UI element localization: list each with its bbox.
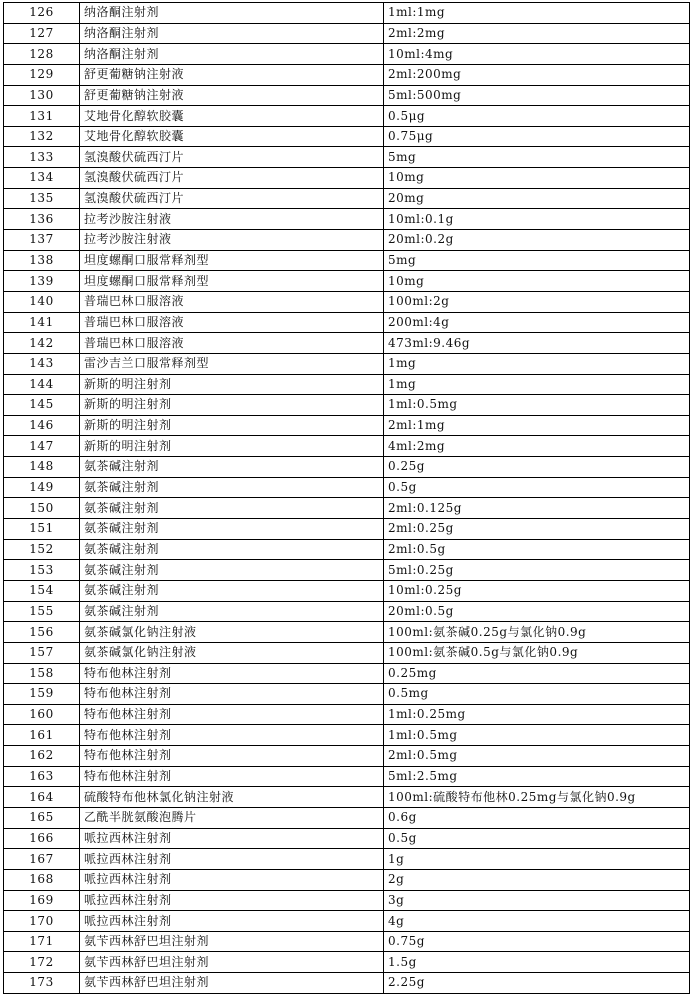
drug-name-cell: 哌拉西林注射剂 [80,890,384,911]
table-row [4,869,690,890]
drug-name-cell: 氨苄西林舒巴坦注射剂 [80,952,384,973]
row-number-cell: 127 [4,23,80,44]
table-row [4,931,690,952]
table-row [4,684,690,705]
row-number-cell: 152 [4,539,80,560]
table-row [4,395,690,416]
drug-name-cell: 氨茶碱注射剂 [80,601,384,622]
drug-name-cell: 氢溴酸伏硫西汀片 [80,147,384,168]
row-number-cell: 165 [4,807,80,828]
row-number-cell: 173 [4,973,80,994]
drug-spec-cell: 4ml:2mg [384,436,690,457]
drug-spec-cell: 2ml:200mg [384,64,690,85]
drug-spec-cell: 200ml:4g [384,312,690,333]
table-row [4,911,690,932]
row-number-cell: 148 [4,457,80,478]
drug-name-cell: 氢溴酸伏硫西汀片 [80,168,384,189]
drug-name-cell: 哌拉西林注射剂 [80,869,384,890]
drug-name-cell: 新斯的明注射剂 [80,436,384,457]
table-row [4,560,690,581]
row-number-cell: 128 [4,44,80,65]
table-row [4,353,690,374]
table-row [4,519,690,540]
drug-name-cell: 硫酸特布他林氯化钠注射液 [80,787,384,808]
table-row [4,457,690,478]
drug-spec-cell: 4g [384,911,690,932]
table-row [4,147,690,168]
table-row [4,601,690,622]
table-row [4,642,690,663]
drug-spec-cell: 100ml:2g [384,291,690,312]
drug-name-cell: 纳洛酮注射剂 [80,44,384,65]
drug-name-cell: 坦度螺酮口服常释剂型 [80,250,384,271]
table-body [4,3,690,994]
row-number-cell: 156 [4,622,80,643]
row-number-cell: 168 [4,869,80,890]
drug-spec-cell: 0.25g [384,457,690,478]
row-number-cell: 154 [4,580,80,601]
drug-spec-cell: 10ml:0.1g [384,209,690,230]
row-number-cell: 131 [4,106,80,127]
drug-spec-cell: 0.5g [384,477,690,498]
drug-name-cell: 特布他林注射剂 [80,663,384,684]
table-row [4,766,690,787]
row-number-cell: 138 [4,250,80,271]
drug-spec-cell: 20ml:0.5g [384,601,690,622]
drug-name-cell: 氨茶碱氯化钠注射液 [80,622,384,643]
drug-spec-cell: 5ml:500mg [384,85,690,106]
drug-spec-cell: 2.25g [384,973,690,994]
row-number-cell: 159 [4,684,80,705]
drug-name-cell: 雷沙吉兰口服常释剂型 [80,353,384,374]
drug-name-cell: 氢溴酸伏硫西汀片 [80,188,384,209]
table-row [4,415,690,436]
table-row [4,580,690,601]
drug-spec-cell: 2g [384,869,690,890]
row-number-cell: 164 [4,787,80,808]
table-row [4,477,690,498]
drug-name-cell: 特布他林注射剂 [80,766,384,787]
drug-spec-cell: 20mg [384,188,690,209]
drug-name-cell: 普瑞巴林口服溶液 [80,312,384,333]
drug-name-cell: 氨茶碱注射剂 [80,580,384,601]
drug-spec-cell: 3g [384,890,690,911]
drug-spec-cell: 5ml:0.25g [384,560,690,581]
row-number-cell: 134 [4,168,80,189]
drug-spec-cell: 0.5μg [384,106,690,127]
drug-spec-cell: 1ml:0.5mg [384,395,690,416]
drug-spec-cell: 1mg [384,374,690,395]
row-number-cell: 167 [4,849,80,870]
table-row [4,126,690,147]
row-number-cell: 151 [4,519,80,540]
drug-name-cell: 拉考沙胺注射液 [80,230,384,251]
row-number-cell: 149 [4,477,80,498]
row-number-cell: 144 [4,374,80,395]
table-row [4,622,690,643]
drug-name-cell: 哌拉西林注射剂 [80,849,384,870]
table-row [4,291,690,312]
drug-name-cell: 哌拉西林注射剂 [80,828,384,849]
drug-name-cell: 氨茶碱注射剂 [80,560,384,581]
drug-name-cell: 氨苄西林舒巴坦注射剂 [80,931,384,952]
drug-spec-cell: 10mg [384,271,690,292]
table-row [4,312,690,333]
drug-spec-cell: 1mg [384,353,690,374]
drug-spec-cell: 1.5g [384,952,690,973]
drug-spec-cell: 0.75g [384,931,690,952]
row-number-cell: 153 [4,560,80,581]
table-row [4,230,690,251]
table-row [4,23,690,44]
table-row [4,807,690,828]
drug-name-cell: 艾地骨化醇软胶囊 [80,126,384,147]
drug-name-cell: 乙酰半胱氨酸泡腾片 [80,807,384,828]
row-number-cell: 126 [4,3,80,24]
drug-name-cell: 普瑞巴林口服溶液 [80,333,384,354]
table-row [4,787,690,808]
drug-spec-cell: 1ml:0.5mg [384,725,690,746]
drug-name-cell: 特布他林注射剂 [80,684,384,705]
table-row [4,250,690,271]
row-number-cell: 135 [4,188,80,209]
drug-name-cell: 纳洛酮注射剂 [80,3,384,24]
drug-name-cell: 特布他林注射剂 [80,725,384,746]
drug-spec-table [3,2,690,994]
drug-name-cell: 新斯的明注射剂 [80,415,384,436]
drug-spec-cell: 473ml:9.46g [384,333,690,354]
row-number-cell: 141 [4,312,80,333]
drug-spec-cell: 20ml:0.2g [384,230,690,251]
row-number-cell: 171 [4,931,80,952]
drug-spec-cell: 0.5g [384,828,690,849]
table-row [4,973,690,994]
drug-spec-cell: 0.6g [384,807,690,828]
drug-spec-cell: 5mg [384,250,690,271]
drug-spec-cell: 10ml:4mg [384,44,690,65]
drug-spec-cell: 10mg [384,168,690,189]
drug-name-cell: 舒更葡糖钠注射液 [80,85,384,106]
row-number-cell: 163 [4,766,80,787]
drug-name-cell: 氨茶碱注射剂 [80,498,384,519]
drug-name-cell: 氨茶碱注射剂 [80,457,384,478]
drug-name-cell: 氨苄西林舒巴坦注射剂 [80,973,384,994]
row-number-cell: 155 [4,601,80,622]
row-number-cell: 166 [4,828,80,849]
drug-name-cell: 坦度螺酮口服常释剂型 [80,271,384,292]
drug-name-cell: 氨茶碱注射剂 [80,539,384,560]
drug-name-cell: 氨茶碱注射剂 [80,519,384,540]
table-row [4,64,690,85]
row-number-cell: 172 [4,952,80,973]
drug-spec-cell: 100ml:氨茶碱0.5g与氯化钠0.9g [384,642,690,663]
table-row [4,704,690,725]
table-row [4,498,690,519]
row-number-cell: 132 [4,126,80,147]
row-number-cell: 157 [4,642,80,663]
drug-name-cell: 氨茶碱氯化钠注射液 [80,642,384,663]
row-number-cell: 139 [4,271,80,292]
table-row [4,663,690,684]
drug-spec-cell: 100ml:硫酸特布他林0.25mg与氯化钠0.9g [384,787,690,808]
row-number-cell: 169 [4,890,80,911]
table-row [4,85,690,106]
drug-spec-cell: 100ml:氨茶碱0.25g与氯化钠0.9g [384,622,690,643]
row-number-cell: 143 [4,353,80,374]
table-row [4,849,690,870]
table-row [4,44,690,65]
table-row [4,746,690,767]
row-number-cell: 142 [4,333,80,354]
drug-spec-cell: 10ml:0.25g [384,580,690,601]
table-row [4,168,690,189]
row-number-cell: 130 [4,85,80,106]
drug-spec-cell: 2ml:0.125g [384,498,690,519]
drug-spec-cell: 1ml:1mg [384,3,690,24]
drug-name-cell: 普瑞巴林口服溶液 [80,291,384,312]
table-row [4,436,690,457]
row-number-cell: 145 [4,395,80,416]
table-row [4,539,690,560]
table-row [4,333,690,354]
table-row [4,188,690,209]
drug-spec-cell: 2ml:0.25g [384,519,690,540]
table-row [4,3,690,24]
drug-spec-cell: 5mg [384,147,690,168]
drug-spec-cell: 0.25mg [384,663,690,684]
drug-spec-cell: 1ml:0.25mg [384,704,690,725]
drug-name-cell: 特布他林注射剂 [80,704,384,725]
drug-name-cell: 舒更葡糖钠注射液 [80,64,384,85]
drug-name-cell: 哌拉西林注射剂 [80,911,384,932]
drug-name-cell: 新斯的明注射剂 [80,374,384,395]
table-row [4,374,690,395]
drug-name-cell: 特布他林注射剂 [80,746,384,767]
table-row [4,209,690,230]
drug-name-cell: 拉考沙胺注射液 [80,209,384,230]
table-row [4,828,690,849]
row-number-cell: 158 [4,663,80,684]
row-number-cell: 170 [4,911,80,932]
drug-spec-cell: 5ml:2.5mg [384,766,690,787]
drug-name-cell: 艾地骨化醇软胶囊 [80,106,384,127]
row-number-cell: 160 [4,704,80,725]
drug-spec-cell: 2ml:2mg [384,23,690,44]
drug-spec-cell: 0.75μg [384,126,690,147]
row-number-cell: 140 [4,291,80,312]
drug-spec-cell: 1g [384,849,690,870]
row-number-cell: 136 [4,209,80,230]
row-number-cell: 146 [4,415,80,436]
table-row [4,952,690,973]
row-number-cell: 147 [4,436,80,457]
row-number-cell: 137 [4,230,80,251]
table-row [4,106,690,127]
table-row [4,890,690,911]
document-page [3,2,690,994]
table-row [4,271,690,292]
row-number-cell: 150 [4,498,80,519]
drug-name-cell: 纳洛酮注射剂 [80,23,384,44]
row-number-cell: 133 [4,147,80,168]
table-row [4,725,690,746]
drug-spec-cell: 2ml:0.5mg [384,746,690,767]
drug-spec-cell: 2ml:0.5g [384,539,690,560]
drug-spec-cell: 2ml:1mg [384,415,690,436]
drug-name-cell: 氨茶碱注射剂 [80,477,384,498]
row-number-cell: 161 [4,725,80,746]
drug-name-cell: 新斯的明注射剂 [80,395,384,416]
row-number-cell: 129 [4,64,80,85]
row-number-cell: 162 [4,746,80,767]
drug-spec-cell: 0.5mg [384,684,690,705]
